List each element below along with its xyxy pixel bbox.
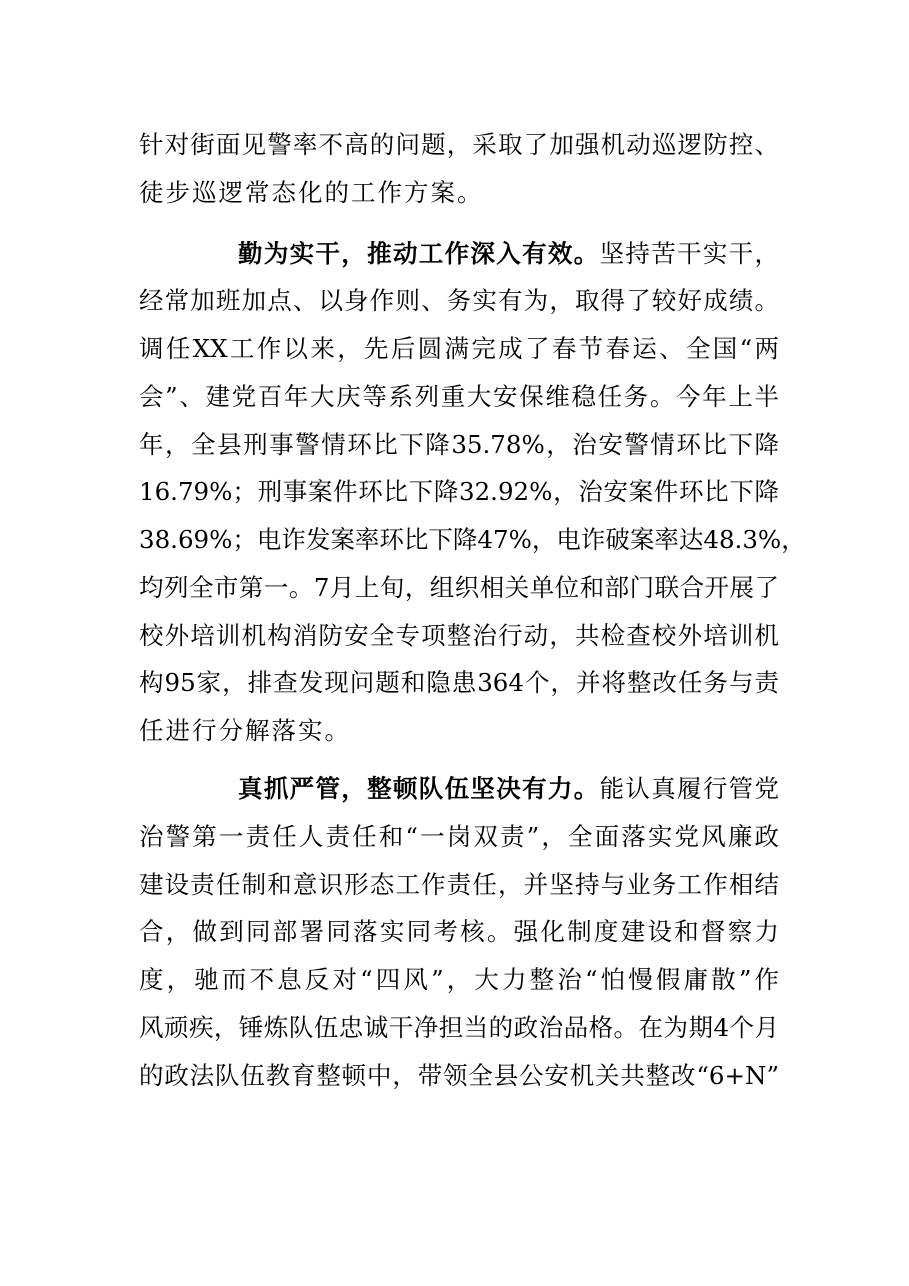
paragraph-2-line-7: 38.69%；电诈发案率环比下降47%，电诈破案率达48.3%，	[139, 525, 806, 554]
paragraph-2-line-1	[238, 239, 779, 269]
paragraph-3-line-7: 的政法队伍教育整顿中，带领全县公安机关共整改“6+N”	[139, 1061, 779, 1090]
paragraph-2-heading: 勤为实干，推动工作深入有效。	[238, 239, 600, 268]
paragraph-3-heading: 真抓严管，整顿队伍坚决有力。	[238, 774, 600, 803]
paragraph-2-line-8: 均列全市第一。7月上旬，组织相关单位和部门联合开展了	[139, 573, 779, 602]
paragraph-2-line-3: 调任XX工作以来，先后圆满完成了春节春运、全国“两	[139, 334, 779, 363]
paragraph-2-line-4: 会”、建党百年大庆等系列重大安保维稳任务。今年上半	[139, 382, 779, 411]
paragraph-3-line-1	[238, 774, 779, 804]
paragraph-2-first-line-rest: 坚持苦干实干，	[599, 239, 780, 268]
paragraph-3-line-3: 建设责任制和意识形态工作责任，并坚持与业务工作相结	[139, 870, 779, 899]
paragraph-2-line-10: 构95家，排查发现问题和隐患364个，并将整改任务与责	[139, 668, 779, 697]
paragraph-3-line-2: 治警第一责任人责任和“一岗双责”，全面落实党风廉政	[139, 822, 779, 851]
paragraph-3-first-line-rest: 能认真履行管党	[599, 774, 780, 803]
paragraph-2-line-11: 任进行分解落实。	[139, 716, 351, 745]
paragraph-2-line-5: 年，全县刑事警情环比下降35.78%，治安警情环比下降	[139, 430, 779, 459]
paragraph-2-line-9: 校外培训机构消防安全专项整治行动，共检查校外培训机	[139, 621, 779, 650]
paragraph-3-line-4: 合，做到同部署同落实同考核。强化制度建设和督察力	[139, 917, 779, 946]
paragraph-1-line-2: 徒步巡逻常态化的工作方案。	[139, 178, 484, 207]
paragraph-3-line-5: 度，驰而不息反对“四风”，大力整治“怕慢假庸散”作	[139, 965, 779, 994]
paragraph-1-line-1: 针对街面见警率不高的问题，采取了加强机动巡逻防控、	[139, 130, 779, 159]
paragraph-2-line-2: 经常加班加点、以身作则、务实有为，取得了较好成绩。	[139, 286, 779, 315]
paragraph-3-line-6: 风顽疾，锤炼队伍忠诚干净担当的政治品格。在为期4个月	[139, 1013, 779, 1042]
paragraph-2-line-6: 16.79%；刑事案件环比下降32.92%，治安案件环比下降	[139, 477, 779, 506]
